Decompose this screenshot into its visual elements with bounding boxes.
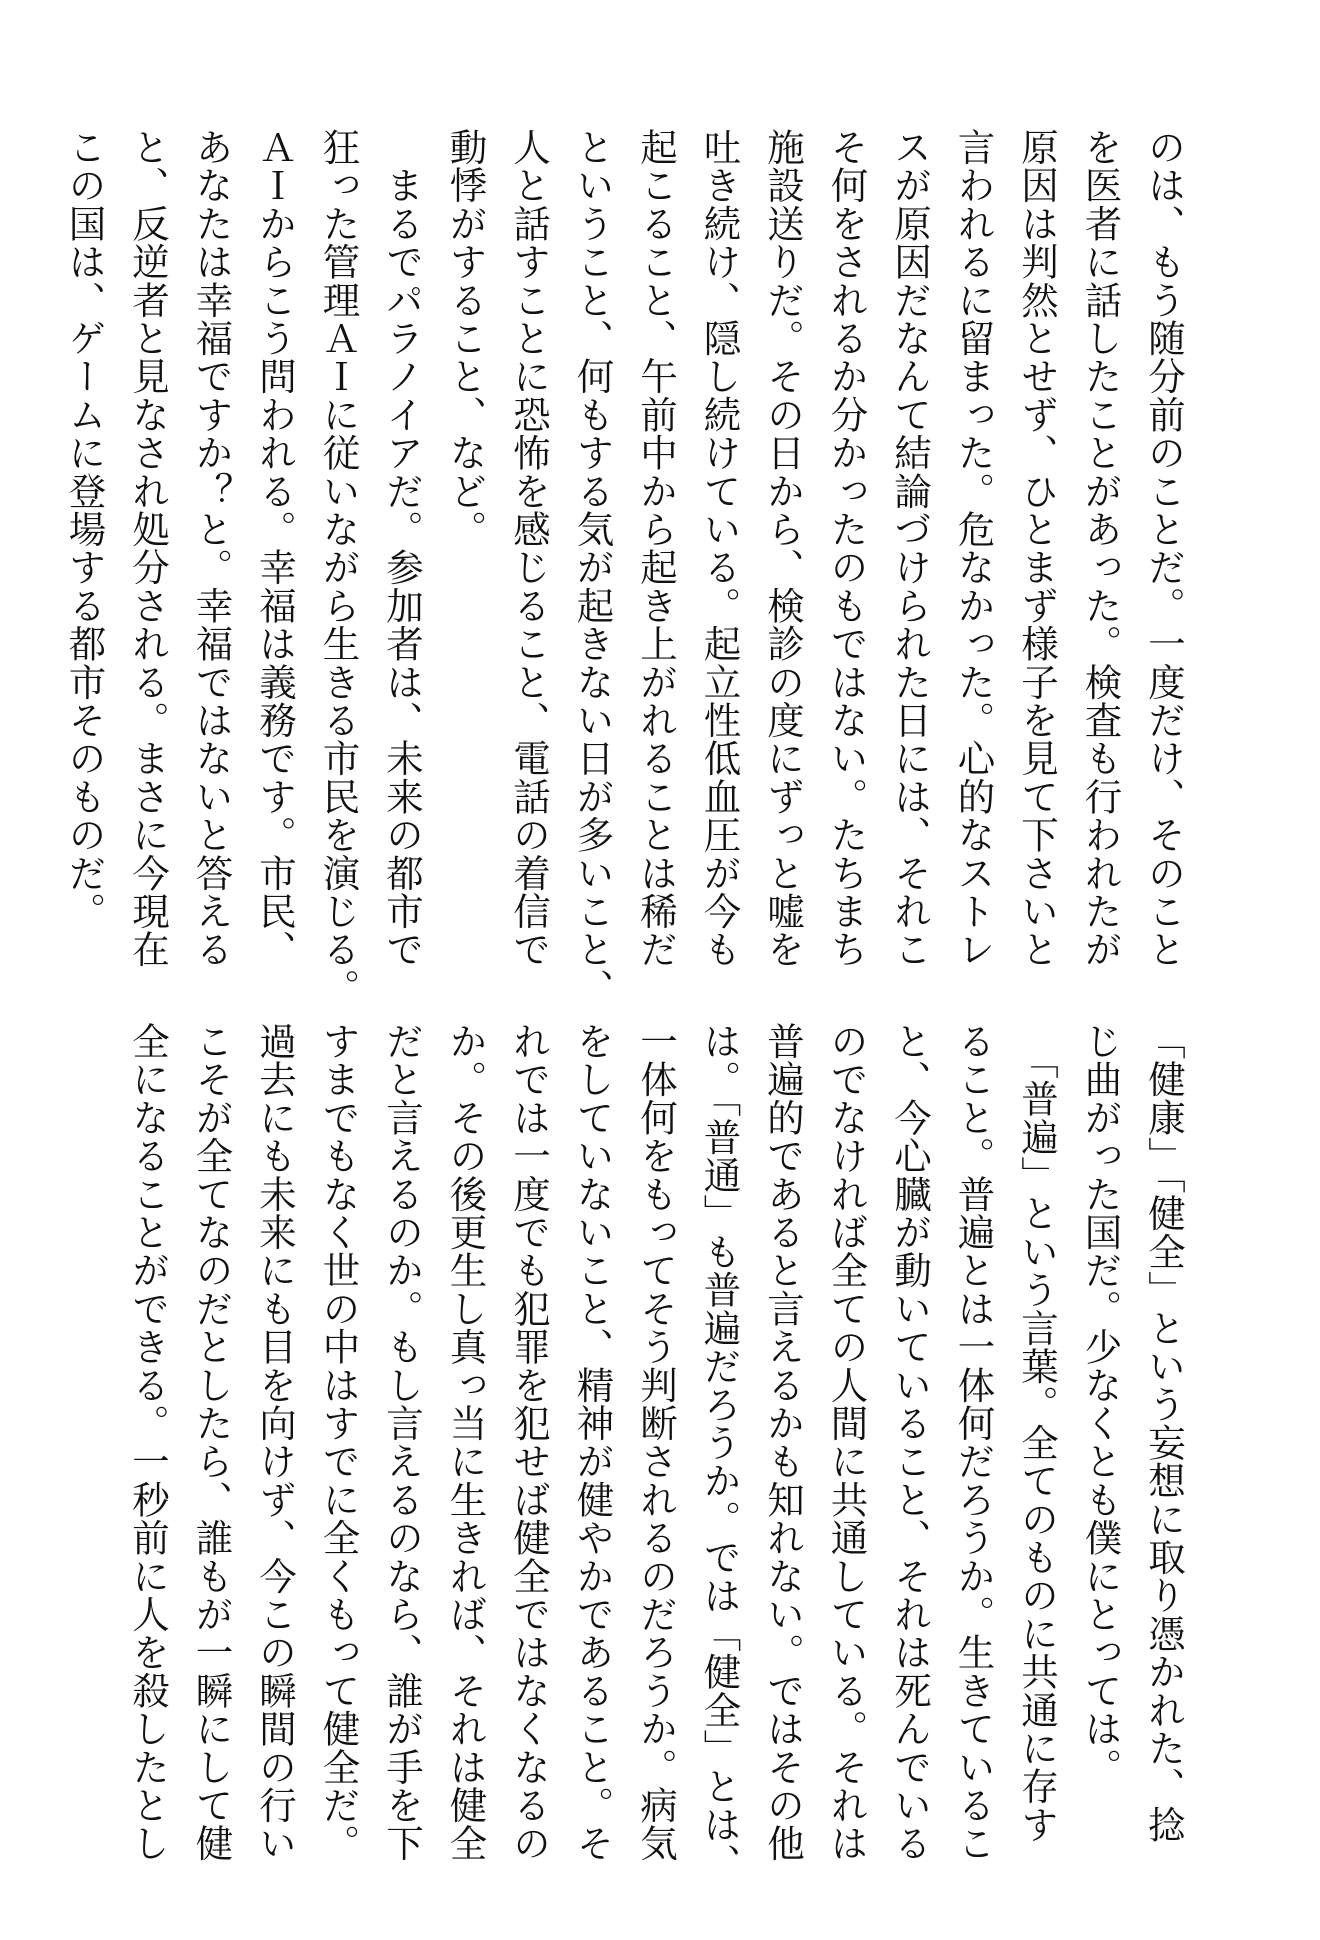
text-line: ること。普遍とは一体何だろうか。生きているこ	[951, 1022, 996, 1863]
text-line: 全になることができる。一秒前に人を殺したとし	[126, 1022, 170, 1863]
text-line: のでなければ全ての人間に共通している。それは	[824, 1022, 869, 1863]
text-line: れでは一度でも犯罪を犯せば健全ではなくなるの	[507, 1022, 551, 1863]
paragraph-1	[433, 128, 1195, 1007]
text-line: 起こること、午前中から起き上がれることは稀だ	[634, 128, 678, 969]
text-line: 狂った管理ＡＩに従いながら生きる市民を演じる。	[316, 128, 361, 1007]
text-line: ＡＩからこう問われる。幸福は義務です。市民、	[253, 128, 297, 969]
text-line: ということ、何もする気が起きない日が多いこと、	[570, 128, 615, 1007]
text-line: スが原因だなんて結論づけられた日には、それこ	[888, 128, 932, 969]
text-line: まるでパラノイアだ。参加者は、未来の都市で	[380, 128, 424, 969]
text-line: 吐き続け、隠し続けている。起立性低血圧が今も	[697, 128, 742, 969]
paragraph-3	[1068, 1022, 1195, 1844]
text-line: をしていないこと、精神が健やかであること。そ	[570, 1022, 615, 1863]
text-line: 人と話すことに恐怖を感じること、電話の着信で	[507, 128, 551, 969]
text-line: そ何をされるか分かったのもではない。たちまち	[824, 128, 869, 969]
text-line: こそが全てなのだとしたら、誰もが一瞬にして健	[189, 1022, 234, 1863]
text-line: 原因は判然とせず、ひとまず様子を見て下さいと	[1015, 128, 1059, 969]
text-line: を医者に話したことがあった。検査も行われたが	[1078, 128, 1123, 969]
text-line: と、反逆者と見なされ処分される。まさに今現在	[126, 128, 170, 969]
text-line: のは、もう随分前のことだ。一度だけ、そのこと	[1142, 128, 1186, 969]
text-line: 一体何をもってそう判断されるのだろうか。病気	[634, 1022, 678, 1863]
text-line: だと言えるのか。もし言えるのなら、誰が手を下	[380, 1022, 424, 1863]
text-line: 「健康」「健全」という妄想に取り憑かれた、捻	[1142, 1022, 1186, 1844]
top-text-block	[62, 128, 1195, 1007]
text-line: 「普遍」という言葉。全てのものに共通に存す	[1015, 1022, 1059, 1844]
paragraph-2	[52, 128, 433, 1007]
text-line: すまでもなく世の中はすでに全くもって健全だ。	[316, 1022, 361, 1863]
text-line: 施設送りだ。その日から、検診の度にずっと嘘を	[761, 128, 805, 969]
text-line: 普遍的であると言えるかも知れない。ではその他	[761, 1022, 805, 1863]
paragraph-4	[116, 1022, 1069, 1882]
text-line: あなたは幸福ですか？と。幸福ではないと答える	[189, 128, 234, 969]
text-line: 過去にも未来にも目を向けず、今この瞬間の行い	[253, 1022, 297, 1863]
text-line: 言われるに留まった。危なかった。心的なストレ	[951, 128, 996, 969]
text-line: 動悸がすること、など。	[443, 128, 488, 549]
text-line: は。「普通」も普遍だろうか。では「健全」とは、	[697, 1022, 742, 1882]
text-line: じ曲がった国だ。少なくとも僕にとっては。	[1078, 1022, 1123, 1786]
text-line: この国は、ゲームに登場する都市そのものだ。	[62, 128, 107, 931]
text-line: と、今心臓が動いていること、それは死んでいる	[888, 1022, 932, 1863]
bottom-text-block	[125, 1022, 1195, 1882]
text-line: か。その後更生し真っ当に生きれば、それは健全	[443, 1022, 488, 1863]
